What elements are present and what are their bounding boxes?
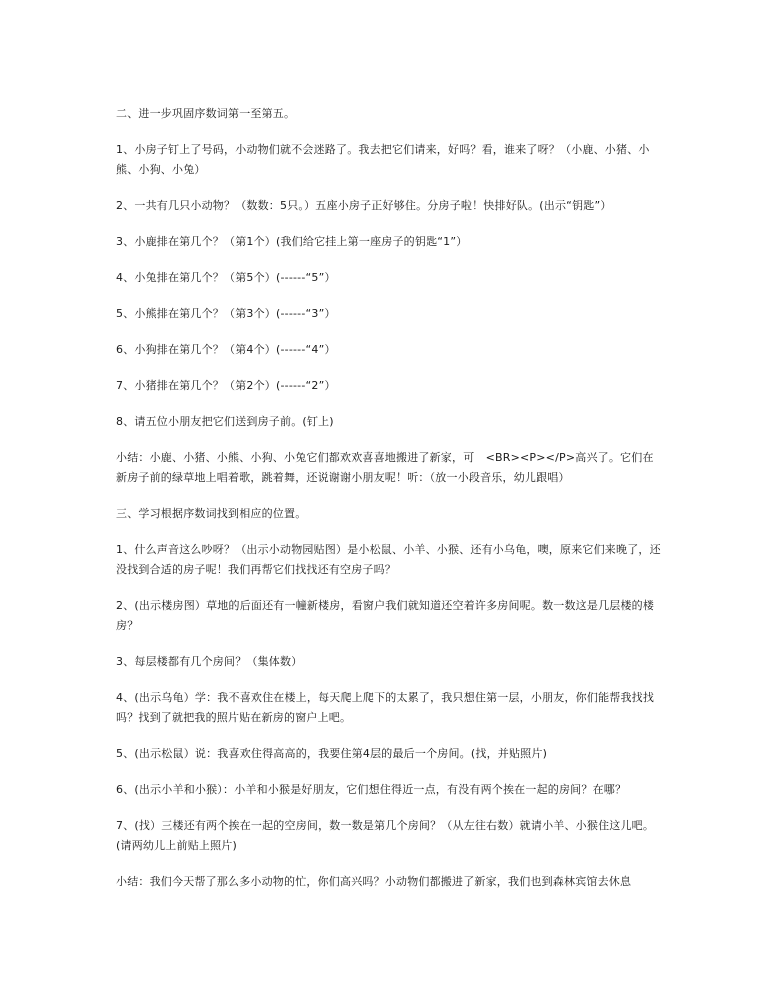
- step-paragraph: 4、(出示乌龟）学：我不喜欢住在楼上，每天爬上爬下的太累了，我只想住第一层，小朋友，你们能帮我找找吗？找到了就把我的照片贴在新房的窗户上吧。: [116, 691, 655, 724]
- summary-paragraph: 小结：小鹿、小猪、小熊、小狗、小兔它们都欢欢喜喜地搬进了新家，可 <BR><P></P>高兴了。它们在新房子前的绿草地上唱着歌，跳着舞，还说谢谢小朋友呢！听：（放一小段音乐，幼儿跟唱）: [116, 451, 654, 484]
- step-paragraph: 7、(找）三楼还有两个挨在一起的空房间，数一数是第几个房间？（从左往右数）就请小羊、小猴住这儿吧。(请两幼儿上前贴上照片): [116, 819, 655, 852]
- step-paragraph: 2、一共有几只小动物？（数数：5只。）五座小房子正好够住。分房子啦！快排好队。(出示“钥匙”）: [116, 199, 612, 212]
- step-paragraph: 8、请五位小朋友把它们送到房子前。(钉上): [116, 415, 334, 428]
- step-paragraph: 2、(出示楼房图）草地的后面还有一幢新楼房，看窗户我们就知道还空着许多房间呢。数一数这是几层楼的楼房？: [116, 599, 655, 632]
- step-paragraph: 3、小鹿排在第几个？（第1个）(我们给它挂上第一座房子的钥匙“1”）: [116, 235, 468, 248]
- step-paragraph: 6、小狗排在第几个？（第4个）(------“4”）: [116, 343, 336, 356]
- document-page: [116, 104, 661, 908]
- step-paragraph: 5、(出示松鼠）说：我喜欢住得高高的，我要住第4层的最后一个房间。(找，并贴照片): [116, 747, 548, 760]
- step-paragraph: 1、什么声音这么吵呀？（出示小动物园贴图）是小松鼠、小羊、小猴、还有小乌龟，噢，原来它们来晚了，还没找到合适的房子呢！我们再帮它们找找还有空房子吗？: [116, 543, 661, 576]
- section-heading-2: 二、进一步巩固序数词第一至第五。: [116, 107, 296, 120]
- step-paragraph: 5、小熊排在第几个？（第3个）(------“3”）: [116, 307, 336, 320]
- section-heading-3: 三、学习根据序数词找到相应的位置。: [116, 507, 307, 520]
- step-paragraph: 7、小猪排在第几个？（第2个）(------“2”）: [116, 379, 336, 392]
- step-paragraph: 6、(出示小羊和小猴）：小羊和小猴是好朋友，它们想住得近一点，有没有两个挨在一起的房间？在哪？: [116, 783, 627, 796]
- step-paragraph: 1、小房子钉上了号码，小动物们就不会迷路了。我去把它们请来，好吗？看，谁来了呀？（小鹿、小猪、小熊、小狗、小兔）: [116, 143, 650, 176]
- summary-paragraph: 小结：我们今天帮了那么多小动物的忙，你们高兴吗？小动物们都搬进了新家，我们也到森林宾馆去休息: [116, 875, 632, 888]
- step-paragraph: 4、小兔排在第几个？（第5个）(------“5”）: [116, 271, 336, 284]
- step-paragraph: 3、每层楼都有几个房间？（集体数）: [116, 655, 303, 668]
